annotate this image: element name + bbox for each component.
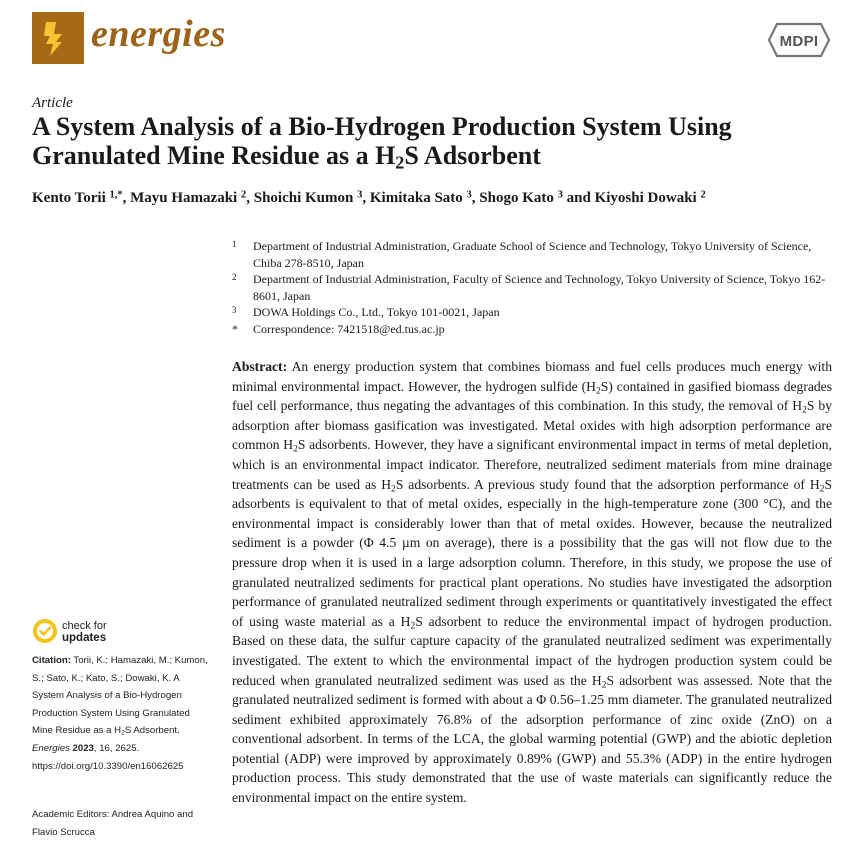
journal-logo xyxy=(32,12,84,64)
abstract-label: Abstract: xyxy=(232,359,288,374)
affiliation-item: 1 Department of Industrial Administration, Graduate School of Science and Technology, Tokyo University of Science, Chiba 278-8510, Japan xyxy=(232,239,812,270)
author: Shoichi Kumon xyxy=(253,190,354,206)
citation: Citation: Torii, K.; Hamazaki, M.; Kumon, S.; Sato, K.; Kato, S.; Dowaki, K. A System Analysis of a Bio-Hydrogen Production System Using Granulated Mine Residue as a $H_2S$ Adsorbent. Energies 2023, 16, 2625. https://doi.org/10.3390/en16062625 xyxy=(32,655,208,772)
author: Kiyoshi Dowaki xyxy=(594,190,697,206)
abstract: Abstract: An energy production system that combines biomass and fuel cells produces much energy with minimal environmental impact. However, the hydrogen sulfide $(H_2S)$ contained in gasified biomass degrades fuel cell performance, thus negating the advantages of this combination. In this study, the removal of $H_2S$ by adsorption after biomass gasification was investigated. Metal oxides with high adsorption performance are common $H_2S$ adsorbents. However, they have a significant environmental impact in terms of metal depletion, which is an environmental impact indicator. Therefore, neutralized sediment materials from mine drainage treatments can be used as $H_2S$ adsorbents. A previous study found that the adsorption performance of $H_2S$ adsorbents is equivalent to that of metal oxides, especially in the high-temperature zone (300 °C), and the environmental impact is considerably lower than that of metal oxides. However, because the neutralized sediment is a powder (Φ 4.5 µm on average), there is a possibility that the gas will not flow due to the pressure drop when it is used in a large adsorption column. Therefore, in this study, we propose the use of granulated neutralized sediments for practical plant operations. No studies have investigated the adsorption performance of granulated neutralized sediment through experiments or quantitatively investigated the effect of using waste material as a $H_2S$ adsorbent to reduce the environmental impact of hydrogen production. Based on these data, the sulfur capture capacity of the granulated neutralized sediment was experimentally investigated. The extent to which the environmental impact of the hydrogen production system could be reduced when granulated neutralized sediment was used as the $H_2S$ adsorbent was assessed. Note that the granulated neutralized sediment is formed with about a Φ 0.56–1.25 mm diameter. The granulated neutralized sediment exhibited approximately 76.8% of the adsorption performance of zinc oxide (ZnO) on a conventional adsorbent. In terms of the LCA, the global warming potential (GWP) and the abiotic depletion potential (ADP) were improved by approximately 0.89% (GWP) and 55.3% (ADP) in the entire hydrogen production process. This study demonstrated that the use of waste materials can significantly reduce the environmental impact on the entire system. xyxy=(232,359,833,806)
doi-link[interactable]: , 16, 2625. https://doi.org/10.3390/en16062625 xyxy=(32,742,184,772)
article-type: Article xyxy=(32,95,73,111)
author: Shogo Kato xyxy=(479,190,554,206)
author: Kimitaka Sato xyxy=(369,190,463,206)
author-list: Kento Torii $^{1,*}$, Mayu Hamazaki $^2$, Shoichi Kumon $^3$, Kimitaka Sato $^3$, Shogo Kato $^3$ and Kiyoshi Dowaki $^2$ xyxy=(32,189,706,206)
journal-name: energies xyxy=(91,13,226,55)
affiliation-item: 2 Department of Industrial Administration, Faculty of Science and Technology, Tokyo University of Science, Tokyo 162-8601, Japan xyxy=(232,272,826,303)
check-badge-icon xyxy=(32,618,58,644)
paper-title: A System Analysis of a Bio-Hydrogen Production System Using Granulated Mine Residue as a $H_2S$ Adsorbent xyxy=(32,112,732,173)
author: Mayu Hamazaki xyxy=(130,190,238,206)
affiliations xyxy=(232,238,832,337)
author: Kento Torii xyxy=(32,190,106,206)
lightning-bolt-icon xyxy=(32,12,84,64)
publisher-logo xyxy=(767,20,831,60)
correspondence: * Correspondence: 7421518@ed.tus.ac.jp xyxy=(232,321,445,336)
publisher-name: MDPI xyxy=(779,33,819,50)
affiliation-item: 3 DOWA Holdings Co., Ltd., Tokyo 101-0021, Japan xyxy=(232,305,500,319)
check-for-updates-badge[interactable]: check for updates xyxy=(32,618,142,648)
academic-editors: Academic Editors: Andrea Aquino and Flavio Scrucca xyxy=(32,809,194,838)
